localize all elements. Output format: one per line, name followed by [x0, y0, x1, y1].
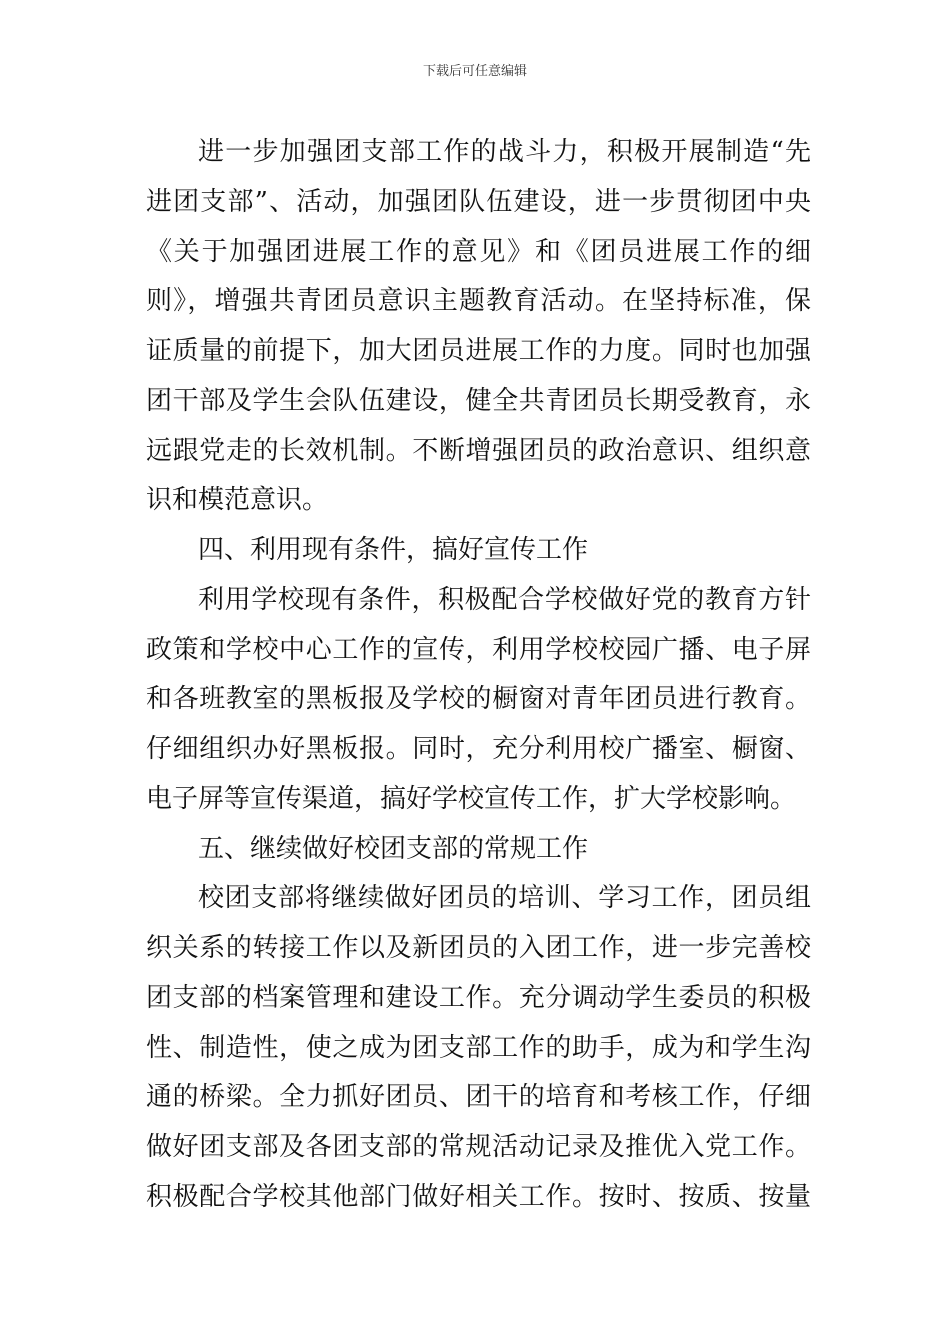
paragraph-line: 电子屏等宣传渠道，搞好学校宣传工作，扩大学校影响。 [146, 783, 797, 814]
paragraph-line: 校团支部将继续做好团员的培训、学习工作，团员组 [198, 883, 811, 914]
paragraph-line: 织关系的转接工作以及新团员的入团工作，进一步完善校 [146, 933, 811, 963]
paragraph-line: 进团支部”、活动，加强团队伍建设，进一步贯彻团中央 [146, 186, 811, 217]
paragraph-line: 通的桥梁。全力抓好团员、团干的培育和考核工作，仔细 [146, 1082, 811, 1113]
section-heading: 四、利用现有条件，搞好宣传工作 [198, 535, 589, 565]
paragraph-line: 性、制造性，使之成为团支部工作的助手，成为和学生沟 [146, 1032, 811, 1063]
paragraph-line: 《关于加强团进展工作的意见》和《团员进展工作的细 [146, 236, 811, 267]
paragraph-line: 仔细组织办好黑板报。同时，充分利用校广播室、橱窗、 [146, 734, 811, 764]
paragraph-line: 做好团支部及各团支部的常规活动记录及推优入党工作。 [146, 1132, 811, 1162]
paragraph-line: 团支部的档案管理和建设工作。充分调动学生委员的积极 [146, 982, 811, 1013]
paragraph-line: 利用学校现有条件，积极配合学校做好党的教育方针 [198, 584, 811, 615]
paragraph-line: 政策和学校中心工作的宣传，利用学校校园广播、电子屏 [146, 634, 811, 665]
paragraph-line: 团干部及学生会队伍建设，健全共青团员长期受教育，永 [146, 385, 811, 416]
page-header: 下载后可任意编辑 [422, 64, 527, 79]
paragraph-line: 识和模范意识。 [146, 485, 329, 516]
paragraph-line: 远跟党走的长效机制。不断增强团员的政治意识、组织意 [146, 435, 811, 466]
paragraph-line: 则》，增强共青团员意识主题教育活动。在坚持标准，保 [146, 286, 811, 317]
paragraph-line: 积极配合学校其他部门做好相关工作。按时、按质、按量 [146, 1181, 811, 1212]
section-heading: 五、继续做好校团支部的常规工作 [198, 833, 589, 864]
paragraph-line: 和各班教室的黑板报及学校的橱窗对青年团员进行教育。 [146, 684, 811, 715]
document-body [146, 128, 811, 1223]
paragraph-line: 进一步加强团支部工作的战斗力，积极开展制造“先 [198, 137, 811, 167]
paragraph-line: 证质量的前提下，加大团员进展工作的力度。同时也加强 [146, 336, 811, 366]
